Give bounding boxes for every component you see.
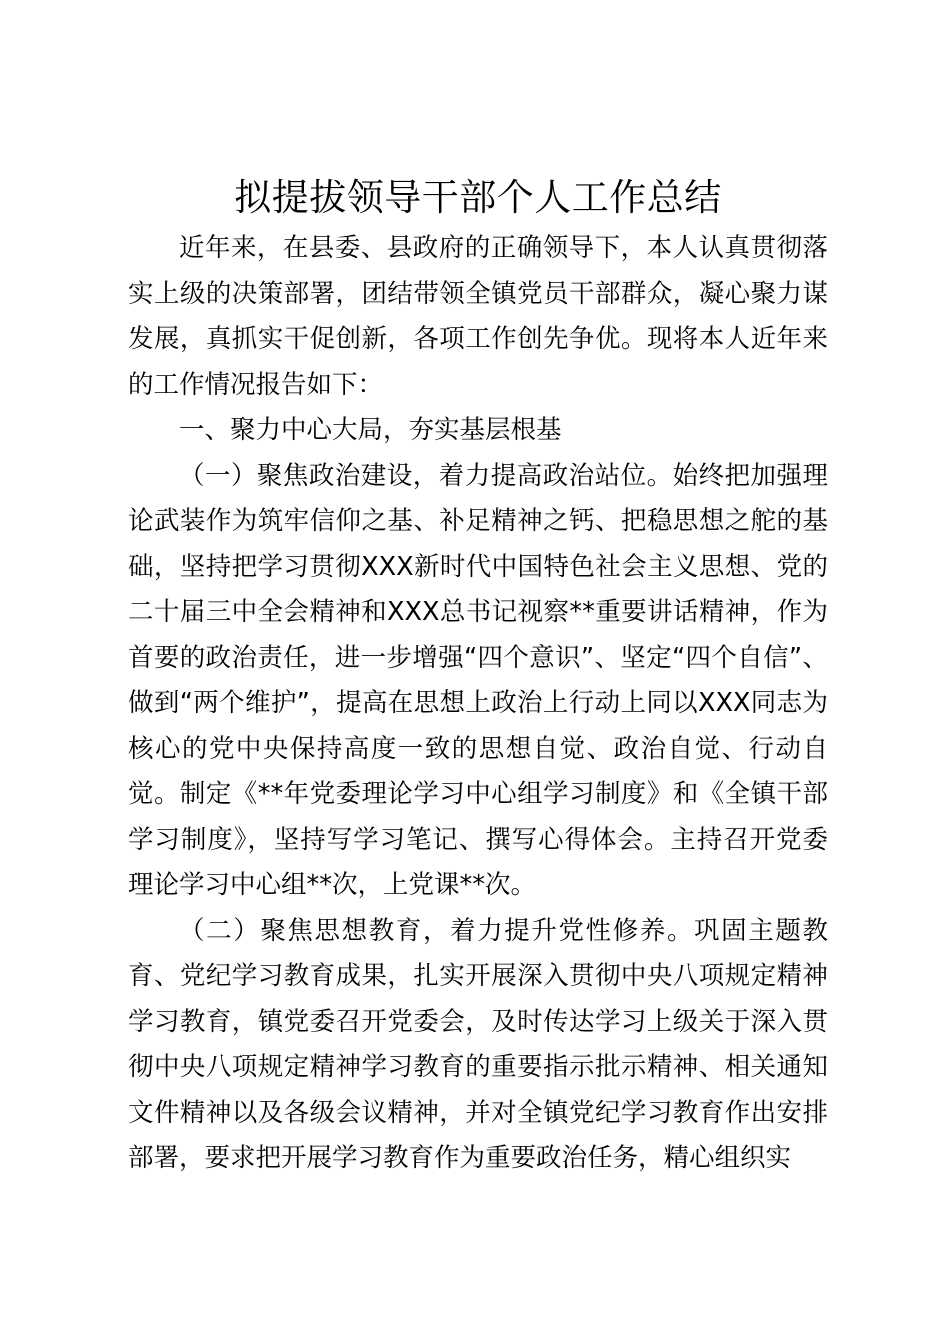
intro-paragraph: 近年来，在县委、县政府的正确领导下，本人认真贯彻落实上级的决策部署，团结带领全镇党员干部群众，凝心聚力谋发展，真抓实干促创新，各项工作创先争优。现将本人近年来的工作情况报告如下： [128, 233, 828, 400]
document-title: 拟提拔领导干部个人工作总结 [234, 176, 722, 219]
document-page [128, 172, 828, 1182]
section-heading-1: 一、聚力中心大局，夯实基层根基 [179, 415, 562, 445]
body-paragraph-2: （二）聚焦思想教育，着力提升党性修养。巩固主题教育、党纪学习教育成果，扎实开展深入贯彻中央八项规定精神学习教育，镇党委召开党委会，及时传达学习上级关于深入贯彻中央八项规定精神学习教育的重要指示批示精神、相关通知文件精神以及各级会议精神，并对全镇党纪学习教育作出安排部署，要求把开展学习教育作为重要政治任务，精心组织实 [128, 915, 828, 1173]
body-paragraph-1: （一）聚焦政治建设，着力提高政治站位。始终把加强理论武装作为筑牢信仰之基、补足精神之钙、把稳思想之舵的基础，坚持把学习贯彻XXX新时代中国特色社会主义思想、党的二十届三中全会精神和XXX总书记视察**重要讲话精神，作为首要的政治责任，进一步增强“四个意识”、坚定“四个自信”、做到“两个维护”，提高在思想上政治上行动上同以XXX同志为核心的党中央保持高度一致的思想自觉、政治自觉、行动自觉。制定《**年党委理论学习中心组学习制度》和《全镇干部学习制度》，坚持写学习笔记、撰写心得体会。主持召开党委理论学习中心组**次，上党课**次。 [128, 460, 828, 900]
